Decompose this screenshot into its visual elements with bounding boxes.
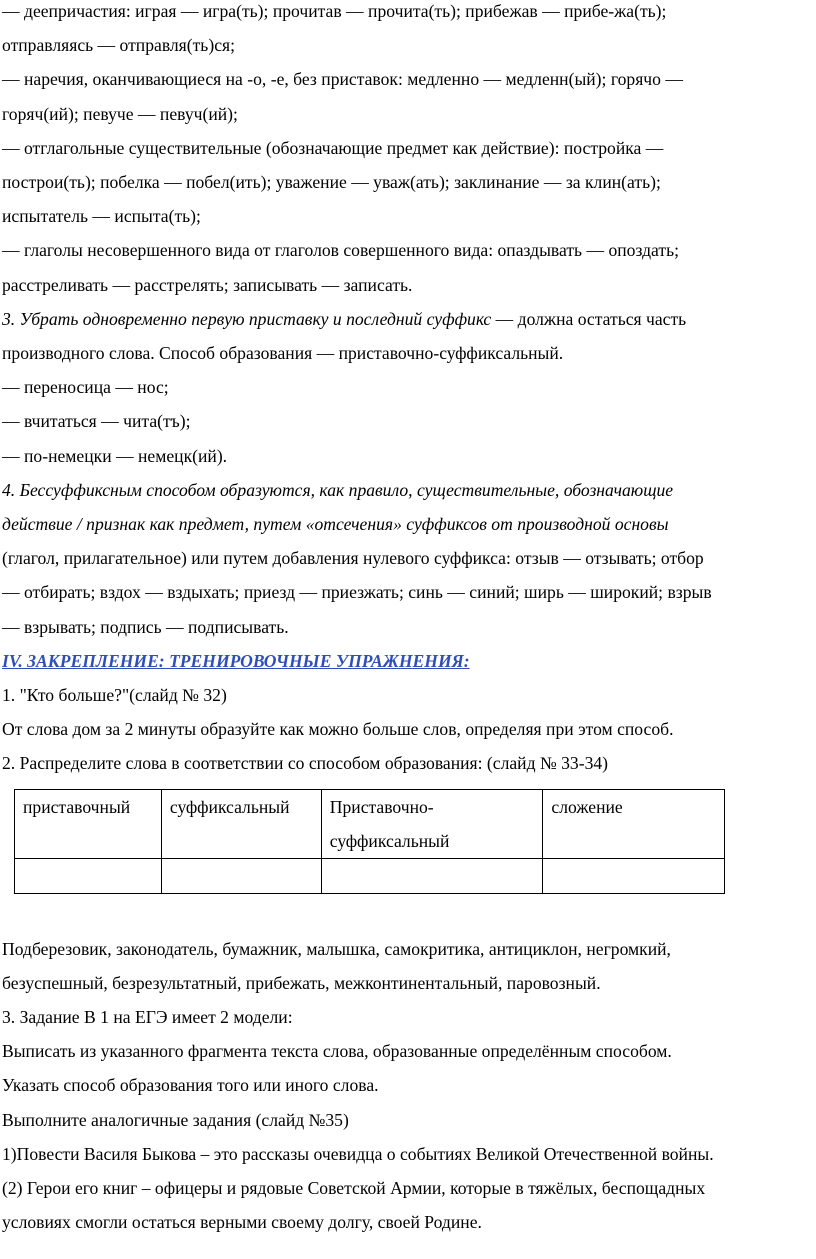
- text-line: — глаголы несовершенного вида от глаголов совершенного вида: опаздывать — опоздать;: [2, 240, 679, 261]
- text-line: расстреливать — расстрелять; записывать — записать.: [2, 274, 413, 295]
- point-3-rest: — должна остаться часть: [491, 308, 687, 329]
- point-4-italic-line: 4. Бессуффиксным способом образуются, как правило, существительные, обозначающие: [2, 479, 674, 500]
- text-line: условиях смогли остаться верными своему долгу, своей Родине.: [2, 1212, 482, 1233]
- text-line: безуспешный, безрезультатный, прибежать, межконтинентальный, паровозный.: [2, 972, 601, 993]
- point-3-italic: 3. Убрать одновременно первую приставку и последний суффикс: [2, 308, 492, 329]
- text-line: — отглагольные существительные (обозначающие предмет как действие): постройка —: [2, 137, 664, 158]
- text-line: — деепричастия: играя — игра(ть); прочитав — прочита(ть); прибежав — прибе-жа(ть);: [2, 1, 667, 21]
- example-line: — по-немецки — немецк(ий).: [2, 445, 228, 466]
- text-line: испытатель — испыта(ть);: [2, 206, 201, 227]
- text-line: производного слова. Способ образования — приставочно-суффиксальный.: [2, 343, 564, 364]
- text-line: Выполните аналогичные задания (слайд №35): [2, 1109, 349, 1130]
- spacer: [2, 894, 814, 932]
- table-header-cell: [321, 789, 543, 858]
- text-line: Указать способ образования того или иного слова.: [2, 1075, 379, 1096]
- text-line: — взрывать; подпись — подписывать.: [2, 616, 289, 637]
- table-header-cell: суффиксальный: [161, 789, 321, 858]
- text-line: 3. Задание В 1 на ЕГЭ имеет 2 модели:: [2, 1007, 293, 1028]
- table-cell: [161, 858, 321, 893]
- section-heading: IV. ЗАКРЕПЛЕНИЕ: ТРЕНИРОВОЧНЫЕ УПРАЖНЕНИЯ:: [2, 650, 470, 671]
- table-row: [15, 858, 725, 893]
- text-line: (2) Герои его книг – офицеры и рядовые Советской Армии, которые в тяжёлых, беспощадных: [2, 1178, 706, 1199]
- text-line: отправляясь — отправля(ть)ся;: [2, 35, 235, 56]
- section-heading-line: [2, 644, 814, 678]
- text-line: построи(ть); побелка — побел(ить); уважение — уваж(ать); заклинание — за клин(ать);: [2, 172, 661, 193]
- point-3-line: [2, 302, 814, 336]
- example-line: — вчитаться — чита(тъ);: [2, 411, 191, 432]
- word-formation-table: [14, 789, 725, 894]
- exercise-line: 2. Распределите слова в соответствии со способом образования: (слайд № 33-34): [2, 753, 609, 774]
- table-cell: [543, 858, 725, 893]
- text-line: Выписать из указанного фрагмента текста слова, образованные определённым способом.: [2, 1041, 672, 1062]
- text-line: Подберезовик, законодатель, бумажник, малышка, самокритика, антициклон, негромкий,: [2, 938, 671, 959]
- text-line: — наречия, оканчивающиеся на -о, -е, без приставок: медленно — медленн(ый); горячо —: [2, 69, 683, 90]
- table-header-text: суффиксальный: [329, 830, 450, 851]
- text-line: (глагол, прилагательное) или путем добавления нулевого суффикса: отзыв — отзывать; отбор: [2, 548, 704, 569]
- exercise-line: 1. "Кто больше?"(слайд № 32): [2, 685, 227, 706]
- example-line: — переносица — нос;: [2, 377, 169, 398]
- table-cell: [15, 858, 162, 893]
- exercise-line: От слова дом за 2 минуты образуйте как можно больше слов, определяя при этом способ.: [2, 719, 674, 740]
- table-cell: [321, 858, 543, 893]
- text-line: 1)Повести Василя Быкова – это рассказы очевидца о событиях Великой Отечественной войны.: [2, 1143, 714, 1164]
- table-header-text: Приставочно-: [329, 796, 434, 817]
- text-line: — отбирать; вздох — вздыхать; приезд — приезжать; синь — синий; ширь — широкий; взрыв: [2, 582, 712, 603]
- table-header-cell: приставочный: [15, 789, 162, 858]
- table-header-cell: сложение: [543, 789, 725, 858]
- text-line: горяч(ий); певуче — певуч(ий);: [2, 103, 238, 124]
- table-header-row: [15, 789, 725, 858]
- point-4-italic-line: действие / признак как предмет, путем «отсечения» суффиксов от производной основы: [2, 514, 669, 535]
